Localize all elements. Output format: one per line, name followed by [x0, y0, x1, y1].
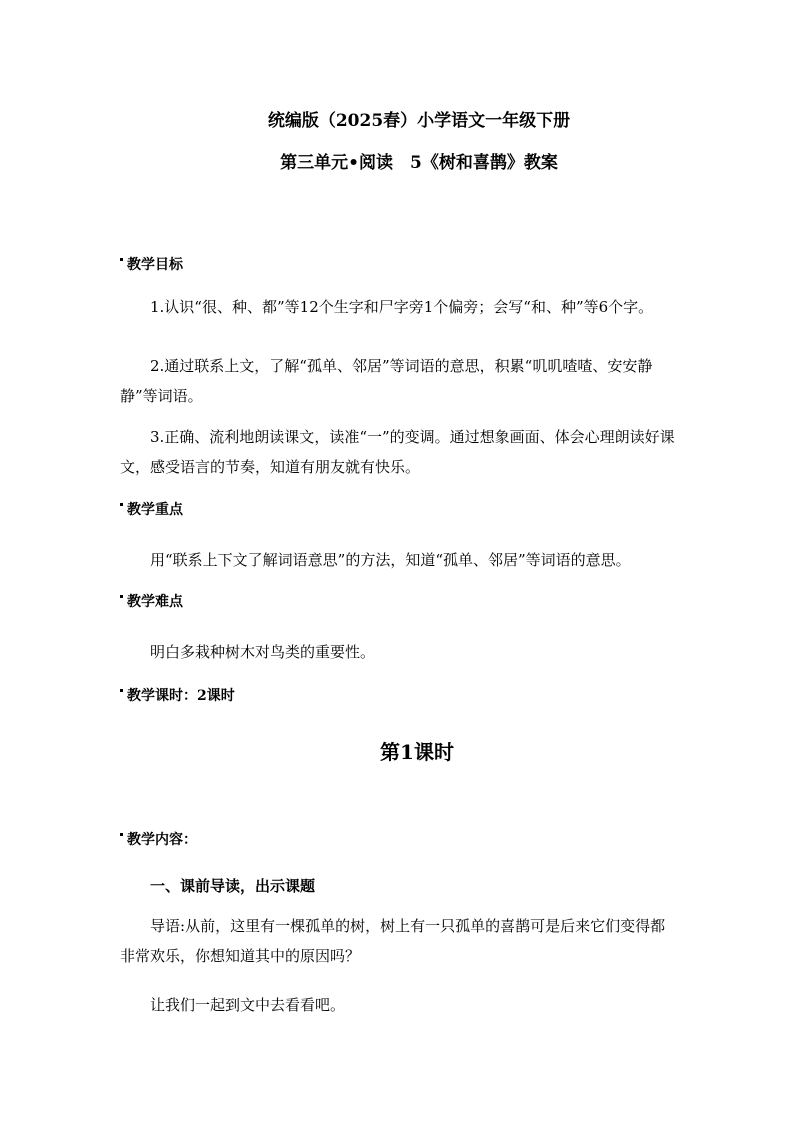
intro-text: 从前，这里有一棵孤单的树，树上有一只孤单的喜鹊可是后来它们变得都非常欢乐，你想知道其中的原因吗？ — [120, 917, 666, 965]
objective-item-2: 2.通过联系上文，了解“孤单、邻居”等词语的意思，积累“叽叽喳喳、安安静静”等词语。 — [120, 357, 653, 405]
section-heading-hours — [120, 685, 235, 705]
bullet-icon — [120, 258, 123, 261]
objective-item-3: 3.正确、流利地朗读课文，读准“一”的变调。通过想象画面、体会心理朗读好课文，感受语言的节奏，知道有朋友就有快乐。 — [120, 428, 675, 476]
section-heading-label: 教学内容： — [127, 832, 197, 848]
bullet-icon — [120, 689, 123, 692]
objective-item-1: 1.认识“很、种、都”等12个生字和尸字旁1个偏旁；会写“和、种”等6个字。 — [150, 298, 654, 316]
intro-label: 导语: — [150, 917, 186, 935]
difficulties-text: 明白多栽种树木对鸟类的重要性。 — [150, 643, 376, 661]
follow-paragraph: 让我们一起到文中去看看吧。 — [150, 996, 346, 1014]
bullet-icon — [120, 595, 123, 598]
document-title: 统编版（2025春）小学语文一年级下册 — [267, 111, 571, 131]
section-heading-content — [120, 829, 197, 849]
section-heading-label: 教学课时：2课时 — [127, 688, 235, 704]
document-subtitle: 第三单元•阅读 5《树和喜鹊》教案 — [280, 153, 558, 173]
section-heading-label: 教学重点 — [127, 502, 183, 518]
section-heading-label: 教学目标 — [127, 257, 183, 273]
lesson-title: 第1课时 — [380, 740, 454, 764]
bullet-icon — [120, 503, 123, 506]
intro-paragraph — [120, 911, 680, 971]
section-heading-objectives — [120, 254, 183, 274]
bullet-icon — [120, 833, 123, 836]
section-heading-label: 教学难点 — [127, 594, 183, 610]
section-heading-difficulties — [120, 591, 183, 611]
section-heading-key-points — [120, 499, 183, 519]
step-heading: 一、课前导读，出示课题 — [150, 877, 316, 895]
key-points-text: 用“联系上下文了解词语意思”的方法，知道“孤单、邻居”等词语的意思。 — [150, 551, 631, 569]
